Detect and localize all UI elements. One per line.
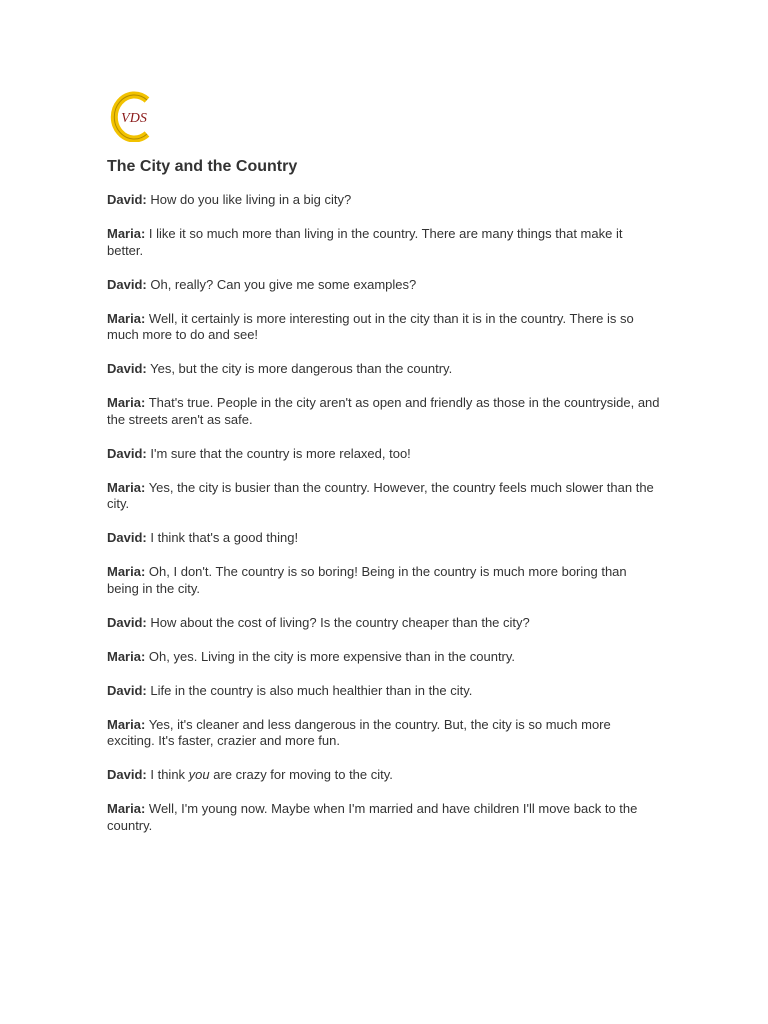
line-text: Well, I'm young now. Maybe when I'm married and have children I'll move back to the country.	[107, 801, 638, 833]
line-text: Life in the country is also much healthier than in the city.	[150, 682, 473, 698]
speaker-name: Maria:	[107, 310, 146, 326]
dialogue	[107, 192, 662, 834]
dialogue-line	[107, 480, 662, 513]
dialogue-line	[107, 226, 662, 259]
speaker-name: Maria:	[107, 716, 146, 732]
document-page	[107, 90, 662, 852]
line-text: Yes, it's cleaner and less dangerous in the country. But, the city is so much more exciting. It's faster, crazier and more fun.	[107, 716, 611, 748]
dialogue-line	[107, 717, 662, 750]
dialogue-line	[107, 564, 662, 597]
line-text: Yes, but the city is more dangerous than the country.	[150, 361, 453, 376]
speaker-name: Maria:	[107, 564, 146, 579]
dialogue-line	[107, 615, 662, 632]
speaker-name: Maria:	[107, 395, 146, 410]
dialogue-line	[107, 801, 662, 834]
line-text: Well, it certainly is more interesting out in the city than it is in the country. There is so much more to do and see!	[107, 310, 634, 342]
dialogue-line	[107, 649, 662, 666]
line-text: How do you like living in a big city?	[150, 192, 352, 207]
speaker-name: David:	[107, 767, 147, 782]
speaker-name: Maria:	[107, 226, 146, 241]
speaker-name: David:	[107, 192, 147, 207]
line-text-emphasis: you	[188, 767, 210, 782]
speaker-name: Maria:	[107, 648, 146, 664]
line-text: Yes, the city is busier than the country. However, the country feels much slower than the city.	[107, 479, 654, 511]
line-text: Oh, I don't. The country is so boring! Being in the country is much more boring than being in the city.	[107, 564, 627, 596]
dialogue-line	[107, 767, 662, 784]
line-text: How about the cost of living? Is the country cheaper than the city?	[150, 614, 530, 630]
dialogue-line	[107, 192, 662, 209]
speaker-name: David:	[107, 445, 147, 461]
line-text: I like it so much more than living in the country. There are many things that make it better.	[107, 226, 623, 258]
speaker-name: Maria:	[107, 801, 146, 816]
dialogue-line	[107, 395, 662, 428]
line-text-after: are crazy for moving to the city.	[209, 767, 393, 782]
page-title: The City and the Country	[107, 158, 298, 175]
speaker-name: David:	[107, 614, 147, 630]
speaker-name: David:	[107, 682, 147, 698]
line-text: Oh, yes. Living in the city is more expensive than in the country.	[148, 648, 516, 664]
dialogue-line	[107, 311, 662, 344]
dialogue-line	[107, 683, 662, 700]
speaker-name: David:	[107, 361, 147, 376]
line-text-before: I think	[150, 767, 189, 782]
dialogue-line	[107, 277, 662, 294]
speaker-name: David:	[107, 530, 147, 545]
dialogue-line	[107, 530, 662, 547]
line-text: I think that's a good thing!	[150, 530, 299, 545]
speaker-name: Maria:	[107, 479, 146, 495]
line-text: Oh, really? Can you give me some examples?	[150, 276, 417, 292]
logo-text: VDS	[121, 111, 147, 126]
dialogue-line	[107, 446, 662, 463]
vds-logo	[107, 90, 155, 142]
line-text: That's true. People in the city aren't as open and friendly as those in the countryside, and the streets aren't as safe.	[107, 395, 660, 427]
line-text: I'm sure that the country is more relaxed, too!	[150, 445, 411, 461]
dialogue-line	[107, 361, 662, 378]
speaker-name: David:	[107, 276, 147, 292]
